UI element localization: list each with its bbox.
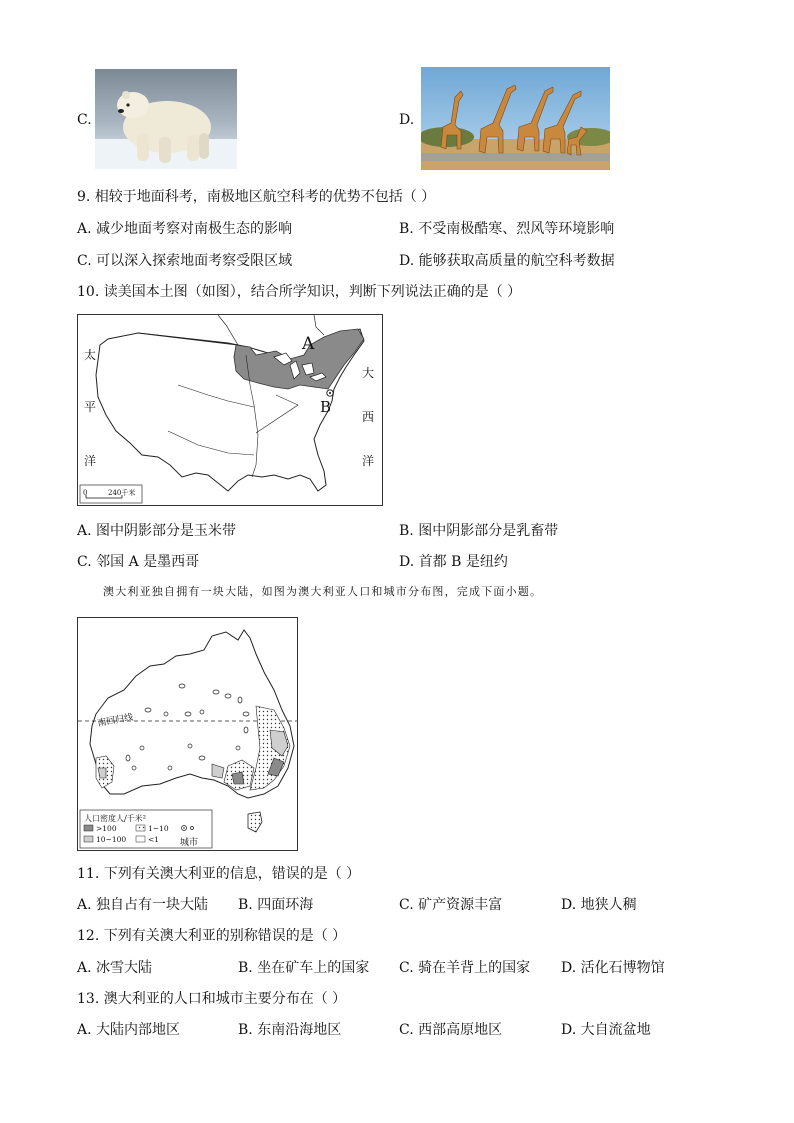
usa-map: [77, 314, 383, 506]
option-d-label: D.: [399, 112, 415, 128]
question-9-option-c: C. 可以深入探索地面考察受限区域: [77, 253, 293, 269]
question-11-option-a: A. 独自占有一块大陆: [77, 897, 209, 913]
polar-bear-photo: [95, 69, 237, 169]
question-12-stem: 12. 下列有关澳大利亚的别称错误的是（ ）: [77, 928, 347, 944]
scale-zero: 0: [83, 489, 88, 497]
question-11-option-c: C. 矿产资源丰富: [399, 897, 503, 913]
atlantic-char-2: 西: [362, 410, 375, 424]
legend-gt100: >100: [96, 824, 117, 833]
question-9-option-b: B. 不受南极酷寒、烈风等环境影响: [399, 221, 615, 237]
question-13-option-b: B. 东南沿海地区: [238, 1022, 342, 1038]
question-11-stem: 11. 下列有关澳大利亚的信息，错误的是（ ）: [77, 866, 361, 882]
question-10-stem: 10. 读美国本土图（如图），结合所学知识，判断下列说法正确的是（ ）: [77, 284, 522, 300]
question-10-option-b: B. 图中阴影部分是乳畜带: [399, 523, 559, 539]
map-label-b: B: [320, 398, 332, 416]
map-label-a: A: [302, 334, 315, 354]
question-13-option-d: D. 大自流盆地: [561, 1022, 651, 1038]
question-12-option-c: C. 骑在羊背上的国家: [399, 960, 531, 976]
question-13-option-c: C. 西部高原地区: [399, 1022, 503, 1038]
atlantic-char-1: 大: [362, 366, 375, 380]
question-11-option-d: D. 地狭人稠: [561, 897, 637, 913]
legend-title: 人口密度人/千米²: [84, 814, 146, 823]
australia-map: [77, 617, 298, 851]
option-c-label: C.: [77, 112, 92, 128]
question-12-option-a: A. 冰雪大陆: [77, 960, 153, 976]
giraffes-photo: [421, 67, 610, 170]
question-10-option-c: C. 邻国 A 是墨西哥: [77, 554, 200, 570]
shaded-region: [234, 329, 364, 389]
question-9-option-d: D. 能够获取高质量的航空科考数据: [399, 253, 615, 269]
question-11-option-b: B. 四面环海: [238, 897, 314, 913]
atlantic-char-3: 洋: [362, 454, 375, 468]
australia-intro: 澳大利亚独自拥有一块大陆，如图为澳大利亚人口和城市分布图，完成下面小题。: [103, 585, 543, 598]
scale-label: 240千米: [108, 489, 136, 497]
legend-lt1: <1: [148, 835, 160, 844]
pacific-char-1: 太: [84, 348, 97, 362]
tropic-label: 南回归线: [96, 712, 134, 729]
pacific-char-2: 平: [84, 400, 97, 414]
question-10-option-d: D. 首都 B 是纽约: [399, 554, 508, 570]
question-10-option-a: A. 图中阴影部分是玉米带: [77, 523, 237, 539]
question-12-option-d: D. 活化石博物馆: [561, 960, 665, 976]
question-12-option-b: B. 坐在矿车上的国家: [238, 960, 370, 976]
legend-1-10: 1~10: [148, 824, 169, 833]
question-13-stem: 13. 澳大利亚的人口和城市主要分布在（ ）: [77, 991, 347, 1007]
question-9-stem: 9. 相较于地面科考，南极地区航空科考的优势不包括（ ）: [77, 189, 436, 205]
legend-10-100: 10~100: [96, 835, 127, 844]
question-9-option-a: A. 减少地面考察对南极生态的影响: [77, 221, 293, 237]
question-13-option-a: A. 大陆内部地区: [77, 1022, 181, 1038]
pacific-char-3: 洋: [84, 454, 97, 468]
legend-city: 城市: [180, 838, 199, 848]
